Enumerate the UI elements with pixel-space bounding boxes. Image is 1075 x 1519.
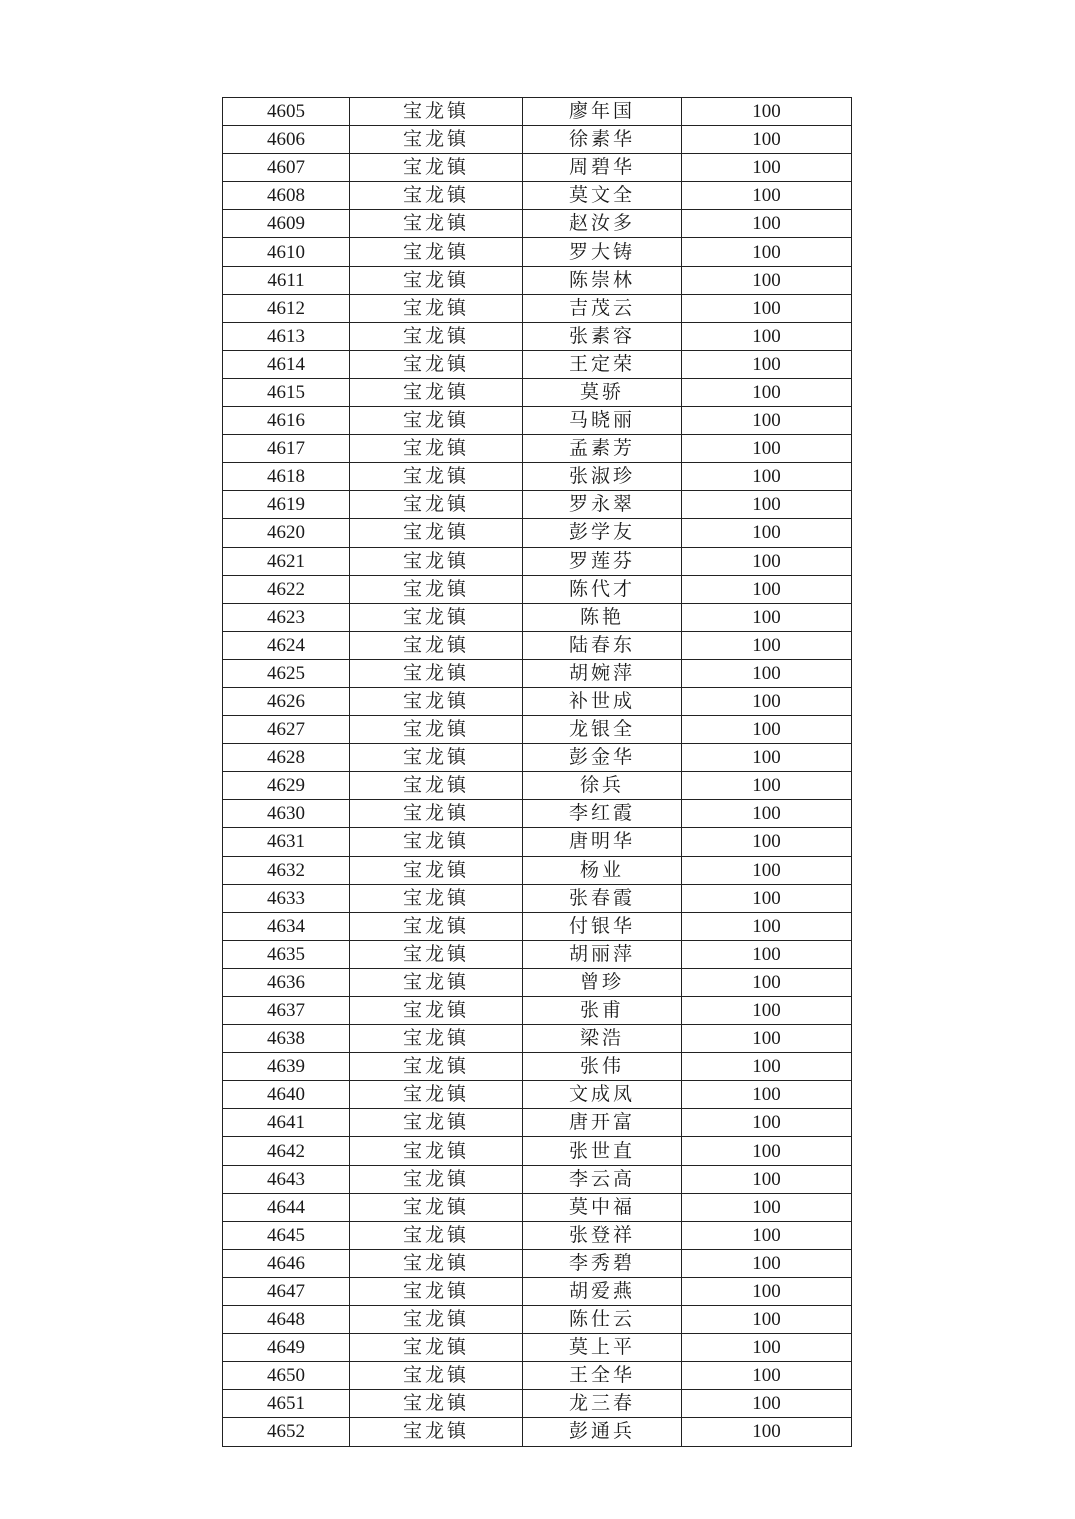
amount-cell: 100 (682, 463, 852, 491)
row-number-cell: 4616 (223, 407, 350, 435)
town-cell: 宝龙镇 (350, 997, 523, 1025)
person-name-cell: 罗大铸 (523, 238, 682, 266)
person-name-cell: 莫上平 (523, 1334, 682, 1362)
amount-cell: 100 (682, 154, 852, 182)
town-cell: 宝龙镇 (350, 1277, 523, 1305)
row-number-cell: 4651 (223, 1390, 350, 1418)
town-cell: 宝龙镇 (350, 828, 523, 856)
person-name-cell: 罗莲芬 (523, 547, 682, 575)
amount-cell: 100 (682, 126, 852, 154)
table-row (223, 294, 852, 322)
person-name-cell: 张春霞 (523, 884, 682, 912)
row-number-cell: 4621 (223, 547, 350, 575)
town-cell: 宝龙镇 (350, 519, 523, 547)
amount-cell: 100 (682, 631, 852, 659)
amount-cell: 100 (682, 856, 852, 884)
amount-cell: 100 (682, 182, 852, 210)
row-number-cell: 4605 (223, 98, 350, 126)
person-name-cell: 莫中福 (523, 1193, 682, 1221)
town-cell: 宝龙镇 (350, 294, 523, 322)
town-cell: 宝龙镇 (350, 1334, 523, 1362)
person-name-cell: 徐兵 (523, 772, 682, 800)
table-row (223, 182, 852, 210)
row-number-cell: 4609 (223, 210, 350, 238)
person-name-cell: 李云高 (523, 1165, 682, 1193)
table-row (223, 126, 852, 154)
row-number-cell: 4617 (223, 435, 350, 463)
row-number-cell: 4648 (223, 1306, 350, 1334)
table-row (223, 912, 852, 940)
amount-cell: 100 (682, 772, 852, 800)
town-cell: 宝龙镇 (350, 659, 523, 687)
person-name-cell: 陈艳 (523, 603, 682, 631)
town-cell: 宝龙镇 (350, 1249, 523, 1277)
amount-cell: 100 (682, 1081, 852, 1109)
person-name-cell: 胡丽萍 (523, 940, 682, 968)
town-cell: 宝龙镇 (350, 463, 523, 491)
person-name-cell: 王全华 (523, 1362, 682, 1390)
row-number-cell: 4643 (223, 1165, 350, 1193)
amount-cell: 100 (682, 1165, 852, 1193)
amount-cell: 100 (682, 1109, 852, 1137)
table-row (223, 1165, 852, 1193)
table-row (223, 463, 852, 491)
amount-cell: 100 (682, 1249, 852, 1277)
person-name-cell: 马晓丽 (523, 407, 682, 435)
person-name-cell: 杨业 (523, 856, 682, 884)
table-row (223, 1081, 852, 1109)
town-cell: 宝龙镇 (350, 1193, 523, 1221)
table-row (223, 1249, 852, 1277)
town-cell: 宝龙镇 (350, 575, 523, 603)
row-number-cell: 4620 (223, 519, 350, 547)
table-row (223, 884, 852, 912)
table-row (223, 210, 852, 238)
amount-cell: 100 (682, 1137, 852, 1165)
amount-cell: 100 (682, 1418, 852, 1446)
row-number-cell: 4639 (223, 1053, 350, 1081)
table-row (223, 1193, 852, 1221)
person-name-cell: 梁浩 (523, 1025, 682, 1053)
table-row (223, 575, 852, 603)
row-number-cell: 4650 (223, 1362, 350, 1390)
table-row (223, 322, 852, 350)
person-name-cell: 唐开富 (523, 1109, 682, 1137)
person-name-cell: 胡爱燕 (523, 1277, 682, 1305)
person-name-cell: 陈崇林 (523, 266, 682, 294)
amount-cell: 100 (682, 1277, 852, 1305)
row-number-cell: 4630 (223, 800, 350, 828)
table-row (223, 603, 852, 631)
table-row (223, 407, 852, 435)
town-cell: 宝龙镇 (350, 350, 523, 378)
person-name-cell: 吉茂云 (523, 294, 682, 322)
amount-cell: 100 (682, 98, 852, 126)
row-number-cell: 4641 (223, 1109, 350, 1137)
row-number-cell: 4634 (223, 912, 350, 940)
amount-cell: 100 (682, 210, 852, 238)
table-row (223, 968, 852, 996)
town-cell: 宝龙镇 (350, 1109, 523, 1137)
row-number-cell: 4607 (223, 154, 350, 182)
table-row (223, 435, 852, 463)
amount-cell: 100 (682, 575, 852, 603)
row-number-cell: 4647 (223, 1277, 350, 1305)
town-cell: 宝龙镇 (350, 884, 523, 912)
town-cell: 宝龙镇 (350, 856, 523, 884)
row-number-cell: 4612 (223, 294, 350, 322)
table-row (223, 266, 852, 294)
amount-cell: 100 (682, 940, 852, 968)
person-name-cell: 张淑珍 (523, 463, 682, 491)
person-name-cell: 莫文全 (523, 182, 682, 210)
person-name-cell: 张素容 (523, 322, 682, 350)
row-number-cell: 4622 (223, 575, 350, 603)
table-row (223, 1306, 852, 1334)
table-row (223, 800, 852, 828)
row-number-cell: 4652 (223, 1418, 350, 1446)
row-number-cell: 4627 (223, 716, 350, 744)
person-name-cell: 廖年国 (523, 98, 682, 126)
person-name-cell: 张伟 (523, 1053, 682, 1081)
row-number-cell: 4618 (223, 463, 350, 491)
person-name-cell: 彭金华 (523, 744, 682, 772)
town-cell: 宝龙镇 (350, 744, 523, 772)
town-cell: 宝龙镇 (350, 1306, 523, 1334)
town-cell: 宝龙镇 (350, 1081, 523, 1109)
amount-cell: 100 (682, 912, 852, 940)
person-name-cell: 张甫 (523, 997, 682, 1025)
row-number-cell: 4640 (223, 1081, 350, 1109)
person-name-cell: 付银华 (523, 912, 682, 940)
town-cell: 宝龙镇 (350, 238, 523, 266)
amount-cell: 100 (682, 350, 852, 378)
amount-cell: 100 (682, 266, 852, 294)
table-row (223, 772, 852, 800)
amount-cell: 100 (682, 1390, 852, 1418)
amount-cell: 100 (682, 1362, 852, 1390)
amount-cell: 100 (682, 491, 852, 519)
town-cell: 宝龙镇 (350, 800, 523, 828)
amount-cell: 100 (682, 997, 852, 1025)
row-number-cell: 4635 (223, 940, 350, 968)
town-cell: 宝龙镇 (350, 1025, 523, 1053)
person-name-cell: 陆春东 (523, 631, 682, 659)
town-cell: 宝龙镇 (350, 631, 523, 659)
table-row (223, 1221, 852, 1249)
table-row (223, 519, 852, 547)
row-number-cell: 4606 (223, 126, 350, 154)
amount-cell: 100 (682, 659, 852, 687)
row-number-cell: 4615 (223, 378, 350, 406)
table-row (223, 1334, 852, 1362)
person-name-cell: 补世成 (523, 687, 682, 715)
town-cell: 宝龙镇 (350, 407, 523, 435)
town-cell: 宝龙镇 (350, 322, 523, 350)
town-cell: 宝龙镇 (350, 1165, 523, 1193)
table-row (223, 659, 852, 687)
table-row (223, 1137, 852, 1165)
amount-cell: 100 (682, 800, 852, 828)
row-number-cell: 4614 (223, 350, 350, 378)
table-row (223, 997, 852, 1025)
row-number-cell: 4625 (223, 659, 350, 687)
person-name-cell: 彭通兵 (523, 1418, 682, 1446)
town-cell: 宝龙镇 (350, 1390, 523, 1418)
table-row (223, 716, 852, 744)
town-cell: 宝龙镇 (350, 491, 523, 519)
amount-cell: 100 (682, 603, 852, 631)
person-name-cell: 唐明华 (523, 828, 682, 856)
row-number-cell: 4642 (223, 1137, 350, 1165)
person-name-cell: 龙三春 (523, 1390, 682, 1418)
table-row (223, 378, 852, 406)
person-name-cell: 李秀碧 (523, 1249, 682, 1277)
amount-cell: 100 (682, 378, 852, 406)
table-row (223, 350, 852, 378)
roster-table-body (223, 98, 852, 1447)
person-name-cell: 文成凤 (523, 1081, 682, 1109)
row-number-cell: 4633 (223, 884, 350, 912)
table-row (223, 154, 852, 182)
amount-cell: 100 (682, 519, 852, 547)
table-row (223, 491, 852, 519)
town-cell: 宝龙镇 (350, 1221, 523, 1249)
person-name-cell: 周碧华 (523, 154, 682, 182)
person-name-cell: 曾珍 (523, 968, 682, 996)
amount-cell: 100 (682, 435, 852, 463)
row-number-cell: 4629 (223, 772, 350, 800)
amount-cell: 100 (682, 884, 852, 912)
row-number-cell: 4638 (223, 1025, 350, 1053)
person-name-cell: 张世直 (523, 1137, 682, 1165)
town-cell: 宝龙镇 (350, 968, 523, 996)
town-cell: 宝龙镇 (350, 1053, 523, 1081)
person-name-cell: 徐素华 (523, 126, 682, 154)
row-number-cell: 4645 (223, 1221, 350, 1249)
person-name-cell: 赵汝多 (523, 210, 682, 238)
person-name-cell: 胡婉萍 (523, 659, 682, 687)
person-name-cell: 罗永翠 (523, 491, 682, 519)
town-cell: 宝龙镇 (350, 772, 523, 800)
town-cell: 宝龙镇 (350, 378, 523, 406)
person-name-cell: 陈仕云 (523, 1306, 682, 1334)
row-number-cell: 4637 (223, 997, 350, 1025)
amount-cell: 100 (682, 1221, 852, 1249)
amount-cell: 100 (682, 407, 852, 435)
town-cell: 宝龙镇 (350, 1137, 523, 1165)
table-row (223, 828, 852, 856)
row-number-cell: 4619 (223, 491, 350, 519)
town-cell: 宝龙镇 (350, 547, 523, 575)
row-number-cell: 4611 (223, 266, 350, 294)
row-number-cell: 4631 (223, 828, 350, 856)
row-number-cell: 4624 (223, 631, 350, 659)
town-cell: 宝龙镇 (350, 1418, 523, 1446)
table-row (223, 856, 852, 884)
table-row (223, 1418, 852, 1446)
amount-cell: 100 (682, 687, 852, 715)
town-cell: 宝龙镇 (350, 182, 523, 210)
town-cell: 宝龙镇 (350, 126, 523, 154)
table-row (223, 547, 852, 575)
amount-cell: 100 (682, 1334, 852, 1362)
row-number-cell: 4628 (223, 744, 350, 772)
table-row (223, 1390, 852, 1418)
town-cell: 宝龙镇 (350, 98, 523, 126)
amount-cell: 100 (682, 744, 852, 772)
table-row (223, 631, 852, 659)
amount-cell: 100 (682, 1025, 852, 1053)
amount-cell: 100 (682, 294, 852, 322)
town-cell: 宝龙镇 (350, 266, 523, 294)
town-cell: 宝龙镇 (350, 154, 523, 182)
table-row (223, 1025, 852, 1053)
amount-cell: 100 (682, 828, 852, 856)
table-row (223, 687, 852, 715)
person-name-cell: 龙银全 (523, 716, 682, 744)
roster-table (222, 97, 852, 1447)
row-number-cell: 4649 (223, 1334, 350, 1362)
row-number-cell: 4636 (223, 968, 350, 996)
amount-cell: 100 (682, 238, 852, 266)
town-cell: 宝龙镇 (350, 435, 523, 463)
row-number-cell: 4646 (223, 1249, 350, 1277)
table-row (223, 744, 852, 772)
row-number-cell: 4608 (223, 182, 350, 210)
table-row (223, 98, 852, 126)
amount-cell: 100 (682, 716, 852, 744)
town-cell: 宝龙镇 (350, 912, 523, 940)
table-row (223, 940, 852, 968)
table-row (223, 1053, 852, 1081)
town-cell: 宝龙镇 (350, 940, 523, 968)
row-number-cell: 4644 (223, 1193, 350, 1221)
town-cell: 宝龙镇 (350, 210, 523, 238)
person-name-cell: 王定荣 (523, 350, 682, 378)
table-row (223, 238, 852, 266)
row-number-cell: 4632 (223, 856, 350, 884)
person-name-cell: 莫骄 (523, 378, 682, 406)
amount-cell: 100 (682, 1053, 852, 1081)
town-cell: 宝龙镇 (350, 1362, 523, 1390)
person-name-cell: 李红霞 (523, 800, 682, 828)
person-name-cell: 张登祥 (523, 1221, 682, 1249)
town-cell: 宝龙镇 (350, 603, 523, 631)
amount-cell: 100 (682, 968, 852, 996)
amount-cell: 100 (682, 1193, 852, 1221)
town-cell: 宝龙镇 (350, 687, 523, 715)
row-number-cell: 4613 (223, 322, 350, 350)
amount-cell: 100 (682, 1306, 852, 1334)
table-row (223, 1362, 852, 1390)
row-number-cell: 4626 (223, 687, 350, 715)
row-number-cell: 4610 (223, 238, 350, 266)
person-name-cell: 孟素芳 (523, 435, 682, 463)
row-number-cell: 4623 (223, 603, 350, 631)
amount-cell: 100 (682, 547, 852, 575)
person-name-cell: 陈代才 (523, 575, 682, 603)
person-name-cell: 彭学友 (523, 519, 682, 547)
town-cell: 宝龙镇 (350, 716, 523, 744)
amount-cell: 100 (682, 322, 852, 350)
table-row (223, 1109, 852, 1137)
table-row (223, 1277, 852, 1305)
